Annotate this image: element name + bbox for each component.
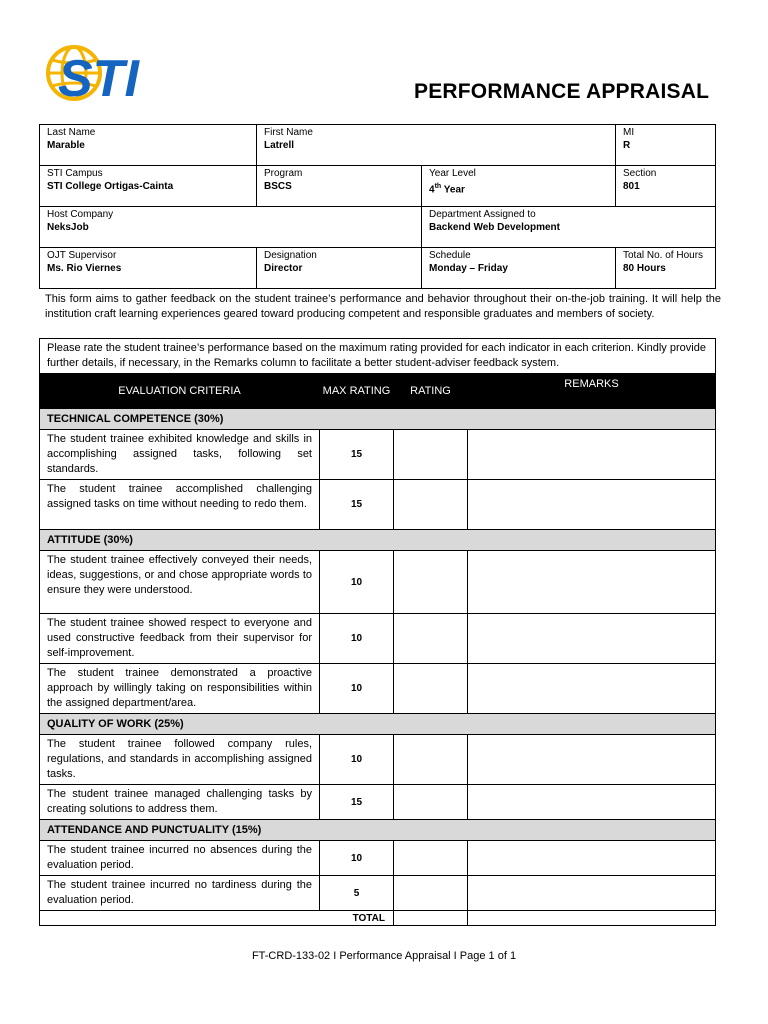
last-name-cell: Last Name Marable — [40, 125, 257, 166]
first-name-value: Latrell — [264, 140, 295, 151]
first-name-cell: First Name Latrell — [257, 125, 616, 166]
remarks-cell[interactable] — [468, 614, 716, 664]
trainee-info-table — [39, 124, 716, 289]
remarks-header: REMARKS — [468, 374, 716, 409]
rating-cell[interactable] — [394, 480, 468, 530]
rating-cell[interactable] — [394, 430, 468, 480]
criteria-header: EVALUATION CRITERIA — [40, 374, 320, 409]
max-rating-value: 10 — [320, 614, 394, 664]
host-company-cell: Host Company NeksJob — [40, 207, 422, 248]
rating-header: RATING — [394, 374, 468, 409]
rating-cell[interactable] — [394, 614, 468, 664]
schedule-cell: Schedule Monday – Friday — [422, 248, 616, 289]
page-footer: FT-CRD-133-02 I Performance Appraisal I Page 1 of 1 — [251, 950, 517, 962]
max-rating-header: MAX RATING — [320, 374, 394, 409]
max-rating-value: 10 — [320, 551, 394, 614]
designation-cell: Designation Director — [257, 248, 422, 289]
criterion-text: The student trainee followed company rules, regulations, and standards in accomplishing assigned tasks. — [40, 735, 320, 785]
total-hours-value: 80 Hours — [623, 263, 666, 274]
criterion-row — [40, 430, 716, 480]
max-rating-value: 10 — [320, 664, 394, 714]
section-header: ATTENDANCE AND PUNCTUALITY (15%) — [40, 820, 716, 841]
criterion-text: The student trainee showed respect to everyone and used constructive feedback from their supervisor for self-improvement. — [40, 614, 320, 664]
schedule-value: Monday – Friday — [429, 263, 508, 274]
sti-logo — [44, 40, 186, 106]
remarks-cell[interactable] — [468, 785, 716, 820]
remarks-cell[interactable] — [468, 480, 716, 530]
remarks-cell[interactable] — [468, 664, 716, 714]
rating-cell[interactable] — [394, 785, 468, 820]
total-remarks-cell[interactable] — [468, 911, 716, 926]
criterion-row — [40, 551, 716, 614]
mi-cell: MI R — [616, 125, 716, 166]
logo-text: STI — [58, 50, 139, 106]
total-label: TOTAL — [40, 911, 394, 926]
section-cell: Section 801 — [616, 166, 716, 207]
rating-cell[interactable] — [394, 551, 468, 614]
program-value: BSCS — [264, 181, 292, 192]
remarks-cell[interactable] — [468, 551, 716, 614]
campus-cell: STI Campus STI College Ortigas-Cainta — [40, 166, 257, 207]
remarks-cell[interactable] — [468, 876, 716, 911]
criterion-row — [40, 735, 716, 785]
max-rating-value: 10 — [320, 735, 394, 785]
rating-cell[interactable] — [394, 735, 468, 785]
criterion-text: The student trainee incurred no tardiness during the evaluation period. — [40, 876, 320, 911]
criterion-row — [40, 480, 716, 530]
instructions-box: Please rate the student trainee’s performance based on the maximum rating provided for each indicator in each criterion. Kindly provide further details, if necessary, in the Remarks column to facilitate a better student-adviser feedback system. — [39, 338, 716, 376]
criterion-row — [40, 876, 716, 911]
section-header: QUALITY OF WORK (25%) — [40, 714, 716, 735]
criterion-row — [40, 785, 716, 820]
rating-cell[interactable] — [394, 664, 468, 714]
year-level-value: 4th Year — [429, 183, 465, 196]
criterion-text: The student trainee effectively conveyed their needs, ideas, suggestions, or and chose appropriate words to ensure they were understood. — [40, 551, 320, 614]
criterion-text: The student trainee managed challenging tasks by creating solutions to address them. — [40, 785, 320, 820]
section-header: ATTITUDE (30%) — [40, 530, 716, 551]
supervisor-cell: OJT Supervisor Ms. Rio Viernes — [40, 248, 257, 289]
last-name-value: Marable — [47, 140, 85, 151]
total-rating-cell[interactable] — [394, 911, 468, 926]
remarks-cell[interactable] — [468, 430, 716, 480]
criterion-row — [40, 841, 716, 876]
rating-cell[interactable] — [394, 841, 468, 876]
department-cell: Department Assigned to Backend Web Development — [422, 207, 716, 248]
remarks-cell[interactable] — [468, 841, 716, 876]
evaluation-table — [39, 373, 716, 926]
host-company-value: NeksJob — [47, 222, 89, 233]
criterion-text: The student trainee accomplished challenging assigned tasks on time without needing to redo them. — [40, 480, 320, 530]
max-rating-value: 15 — [320, 480, 394, 530]
criterion-row — [40, 664, 716, 714]
year-level-cell: Year Level 4th Year — [422, 166, 616, 207]
section-header: TECHNICAL COMPETENCE (30%) — [40, 409, 716, 430]
program-cell: Program BSCS — [257, 166, 422, 207]
department-value: Backend Web Development — [429, 222, 560, 233]
criterion-text: The student trainee incurred no absences during the evaluation period. — [40, 841, 320, 876]
section-value: 801 — [623, 181, 640, 192]
criterion-text: The student trainee exhibited knowledge and skills in accomplishing assigned tasks, following set standards. — [40, 430, 320, 480]
max-rating-value: 10 — [320, 841, 394, 876]
supervisor-value: Ms. Rio Viernes — [47, 263, 122, 274]
rating-cell[interactable] — [394, 876, 468, 911]
page-title: PERFORMANCE APPRAISAL — [414, 80, 710, 103]
criterion-text: The student trainee demonstrated a proactive approach by willingly taking on responsibilities within the assigned department/area. — [40, 664, 320, 714]
max-rating-value: 5 — [320, 876, 394, 911]
total-hours-cell: Total No. of Hours 80 Hours — [616, 248, 716, 289]
designation-value: Director — [264, 263, 303, 274]
mi-value: R — [623, 140, 631, 151]
intro-paragraph: This form aims to gather feedback on the student trainee’s performance and behavior throughout their on-the-job training. It will help the institution craft learning experiences geared toward producing competent and responsible graduates and members of society. — [45, 293, 721, 320]
campus-value: STI College Ortigas-Cainta — [47, 181, 174, 192]
max-rating-value: 15 — [320, 430, 394, 480]
criterion-row — [40, 614, 716, 664]
max-rating-value: 15 — [320, 785, 394, 820]
remarks-cell[interactable] — [468, 735, 716, 785]
